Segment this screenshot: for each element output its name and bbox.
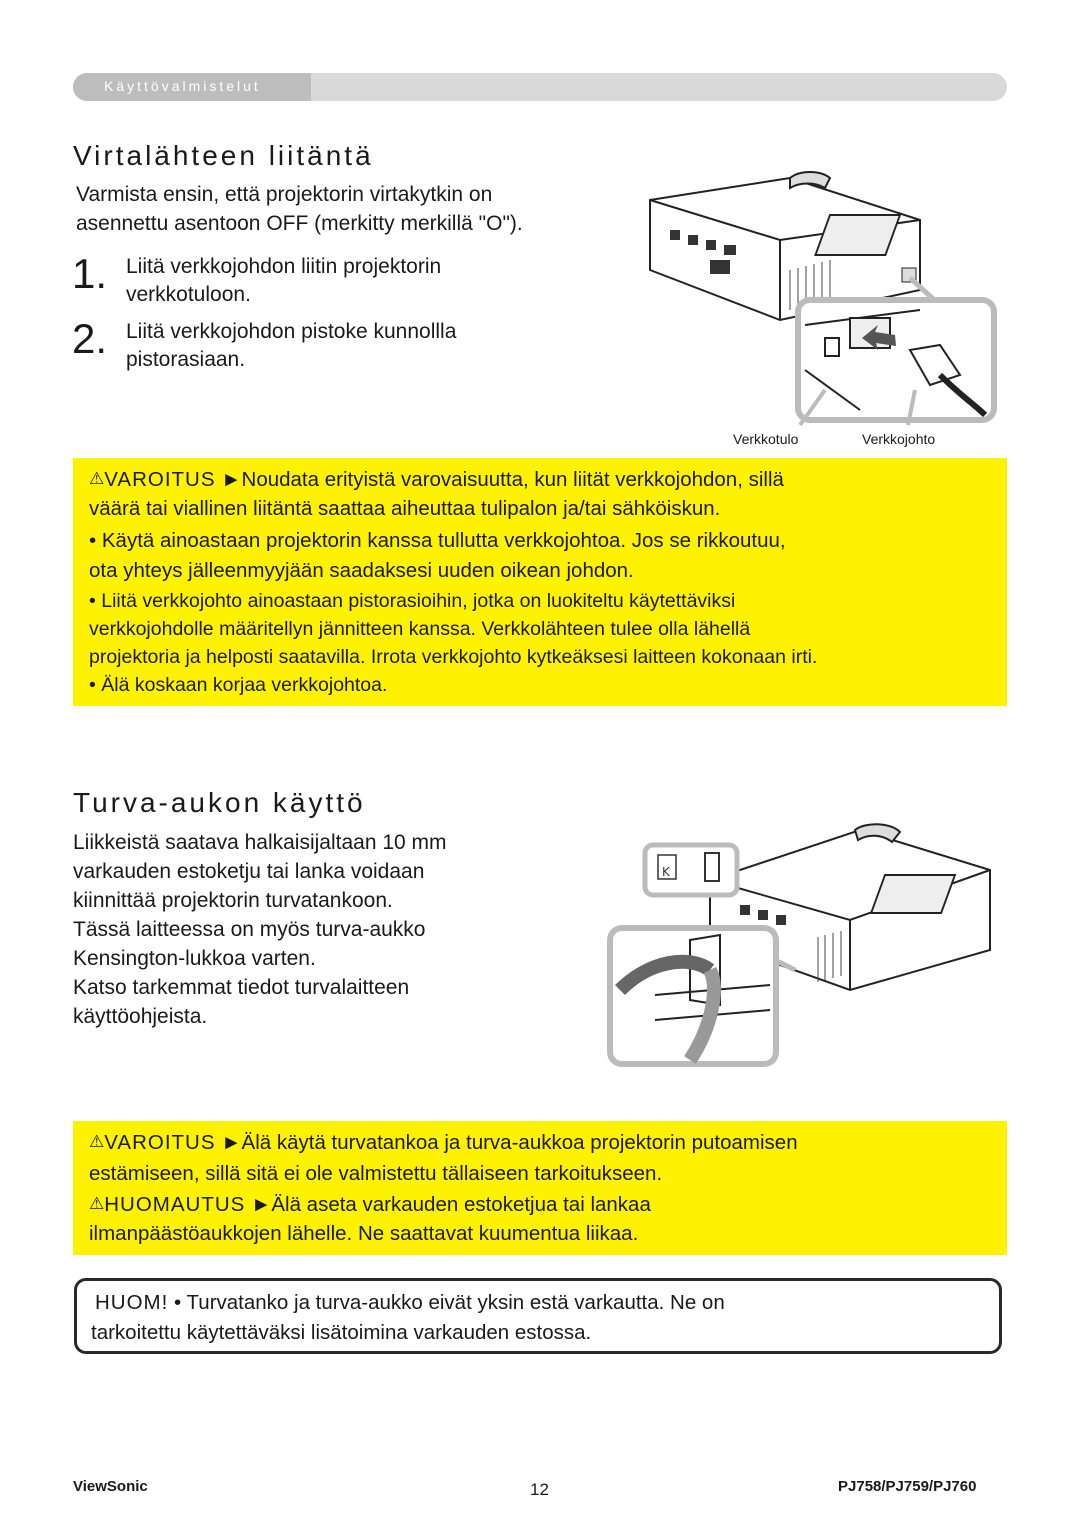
- note-label: HUOM!: [95, 1291, 169, 1314]
- security-description: [73, 828, 447, 1031]
- intro-line: Varmista ensin, että projektorin virtakytkin on: [76, 183, 493, 206]
- caution-triangle-icon: ⚠: [89, 1194, 105, 1213]
- security-line: varkauden estoketju tai lanka voidaan: [73, 860, 425, 883]
- projector-power-illustration: [640, 160, 1010, 430]
- intro-line: asennettu asentoon OFF (merkitty merkillä "O").: [76, 212, 523, 235]
- security-line: Tässä laitteessa on myös turva-aukko: [73, 918, 426, 941]
- step-text: [126, 253, 441, 309]
- step-line: Liitä verkkojohdon liitin projektorin: [126, 255, 442, 278]
- warning-text: • Liitä verkkojohto ainoastaan pistorasioihin, jotka on luokiteltu käytettäviksi: [89, 590, 736, 612]
- power-intro: [76, 180, 523, 238]
- security-line: kiinnittää projektorin turvatankoon.: [73, 889, 393, 912]
- security-line: Kensington-lukkoa varten.: [73, 947, 316, 970]
- step-line: pistorasiaan.: [126, 348, 246, 371]
- footer-models: PJ758/PJ759/PJ760: [838, 1478, 977, 1495]
- warning-text: projektoria ja helposti saatavilla. Irrota verkkojohto kytkeäksesi laitteen kokonaan irti.: [89, 646, 818, 668]
- section-label: Käyttövalmistelut: [104, 78, 261, 94]
- security-line: Katso tarkemmat tiedot turvalaitteen: [73, 976, 410, 999]
- warning-text: väärä tai viallinen liitäntä saattaa aiheuttaa tulipalon ja/tai sähköiskun.: [89, 497, 721, 520]
- figure-label-cord: Verkkojohto: [862, 431, 936, 447]
- figure-label-inlet: Verkkotulo: [733, 431, 799, 447]
- warning-text: ota yhteys jälleenmyyjään saadaksesi uuden oikean johdon.: [89, 559, 634, 582]
- warning-text: • Käytä ainoastaan projektorin kanssa tullutta verkkojohtoa. Jos se rikkoutuu,: [89, 529, 786, 552]
- power-warning-box: [73, 458, 1007, 706]
- power-section-title: Virtalähteen liitäntä: [73, 140, 374, 171]
- svg-text:K: K: [662, 865, 670, 879]
- warning-triangle-icon: ⚠: [89, 469, 105, 488]
- warning-text: estämiseen, sillä sitä ei ole valmistettu tällaiseen tarkoitukseen.: [89, 1162, 663, 1185]
- note-text: • Turvatanko ja turva-aukko eivät yksin estä varkautta. Ne on: [174, 1291, 725, 1314]
- security-line: käyttöohjeista.: [73, 1005, 208, 1028]
- warning-first-line: [89, 464, 784, 495]
- warning-first-line: [89, 1127, 798, 1158]
- note-text: tarkoitettu käytettäväksi lisätoimina varkauden estossa.: [91, 1321, 592, 1344]
- page-number: 12: [530, 1480, 549, 1499]
- caution-line: [89, 1189, 651, 1220]
- step-line: Liitä verkkojohdon pistoke kunnollla: [126, 320, 457, 343]
- note-first-line: [95, 1289, 725, 1317]
- step-line: verkkotuloon.: [126, 283, 251, 306]
- warning-text: ilmanpäästöaukkojen lähelle. Ne saattavat kuumentua liikaa.: [89, 1222, 639, 1245]
- warning-label: VAROITUS: [104, 468, 216, 491]
- projector-security-illustration: [600, 820, 1000, 1070]
- warning-text: ►Älä käytä turvatankoa ja turva-aukkoa projektorin putoamisen: [221, 1131, 798, 1154]
- warning-text: verkkojohdolle määritellyn jännitteen kanssa. Verkkolähteen tulee olla lähellä: [89, 618, 751, 640]
- security-warning-box: [73, 1121, 1007, 1255]
- step-number: 2.: [72, 315, 108, 362]
- note-box: [74, 1278, 1002, 1354]
- step-text: [126, 318, 456, 374]
- step-number: 1.: [72, 250, 108, 297]
- warning-text: ►Älä aseta varkauden estoketjua tai lankaa: [251, 1193, 651, 1216]
- footer-brand: ViewSonic: [73, 1478, 148, 1495]
- warning-label: VAROITUS: [104, 1131, 216, 1154]
- caution-label: HUOMAUTUS: [104, 1193, 246, 1216]
- warning-text: • Älä koskaan korjaa verkkojohtoa.: [89, 674, 388, 696]
- warning-triangle-icon: ⚠: [89, 1132, 105, 1151]
- warning-text: ►Noudata erityistä varovaisuutta, kun liität verkkojohdon, sillä: [221, 468, 784, 491]
- security-section-title: Turva-aukon käyttö: [73, 787, 366, 818]
- security-line: Liikkeistä saatava halkaisijaltaan 10 mm: [73, 831, 447, 854]
